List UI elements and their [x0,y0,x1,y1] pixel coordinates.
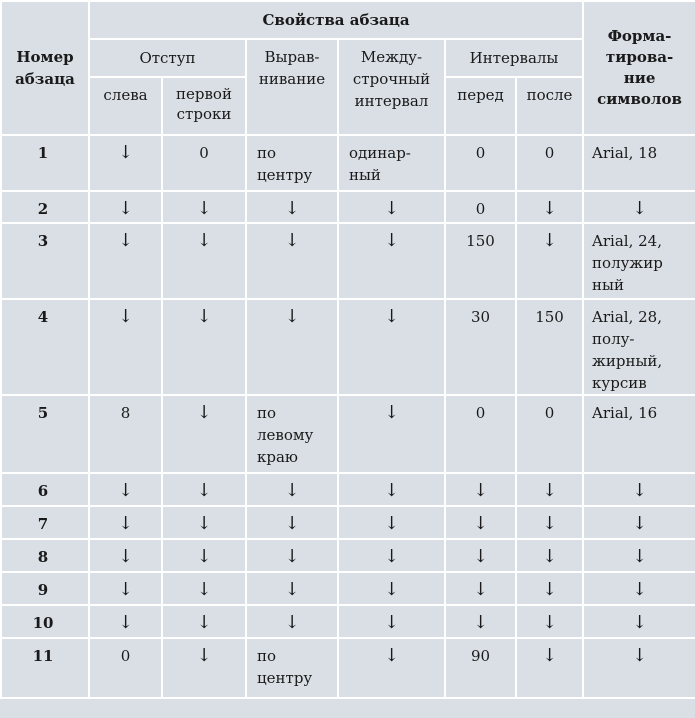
cell-first: ↓ [162,191,246,223]
cell-after: 0 [516,135,583,191]
cell-align: ↓ [246,191,338,223]
cell-align: ↓ [246,223,338,299]
cell-after: ↓ [516,473,583,506]
header-indent [89,39,246,77]
cell-first: ↓ [162,506,246,539]
header-first-line [162,77,246,135]
cell-left: ↓ [89,135,162,191]
table-row [1,506,695,539]
cell-format: Arial, 18 [583,135,695,191]
header-paragraph-properties-label: Свойства абзаца [262,11,410,29]
header-align-label: Вырав- нивание [258,48,326,88]
cell-before: 150 [445,223,516,299]
header-left-label: слева [103,86,148,104]
cell-align: по центру [246,135,338,191]
table-row [1,299,695,395]
cell-left: 0 [89,638,162,698]
cell-before: ↓ [445,473,516,506]
header-line-spacing [338,39,445,135]
cell-align: ↓ [246,299,338,395]
cell-align: ↓ [246,506,338,539]
cell-spacing: ↓ [338,191,445,223]
cell-left: ↓ [89,605,162,638]
cell-num: 2 [1,191,89,223]
cell-left: ↓ [89,191,162,223]
cell-format: Arial, 28, полу- жирный, курсив [583,299,695,395]
cell-align: по центру [246,638,338,698]
cell-format: ↓ [583,539,695,572]
cell-num: 11 [1,638,89,698]
cell-first: ↓ [162,473,246,506]
cell-num: 4 [1,299,89,395]
header-align [246,39,338,135]
cell-before: 30 [445,299,516,395]
cell-num: 3 [1,223,89,299]
cell-spacing: ↓ [338,539,445,572]
cell-spacing: ↓ [338,605,445,638]
cell-before: 0 [445,395,516,473]
cell-after: ↓ [516,572,583,605]
cell-after: ↓ [516,638,583,698]
header-indent-label: Отступ [139,49,196,67]
table-row [1,395,695,473]
cell-num: 7 [1,506,89,539]
cell-align: ↓ [246,539,338,572]
header-after [516,77,583,135]
cell-first: 0 [162,135,246,191]
cell-format: Arial, 16 [583,395,695,473]
cell-format: Arial, 24, полужир ный [583,223,695,299]
header-before [445,77,516,135]
cell-left: ↓ [89,473,162,506]
cell-num: 8 [1,539,89,572]
cell-before: 90 [445,638,516,698]
cell-num: 10 [1,605,89,638]
header-row-number [1,1,89,135]
cell-format: ↓ [583,572,695,605]
header-char-format [583,1,695,135]
cell-spacing: ↓ [338,473,445,506]
cell-spacing: ↓ [338,223,445,299]
cell-format: ↓ [583,191,695,223]
cell-before: ↓ [445,605,516,638]
header-intervals [445,39,583,77]
cell-left: ↓ [89,223,162,299]
table-row [1,638,695,698]
cell-num: 9 [1,572,89,605]
cell-after: 150 [516,299,583,395]
cell-after: ↓ [516,506,583,539]
cell-align: ↓ [246,605,338,638]
header-after-label: после [526,86,573,104]
cell-format: ↓ [583,605,695,638]
cell-spacing: ↓ [338,395,445,473]
header-left [89,77,162,135]
cell-align: ↓ [246,473,338,506]
table-row [1,539,695,572]
cell-left: ↓ [89,539,162,572]
table-row [1,135,695,191]
cell-align: ↓ [246,572,338,605]
cell-num: 1 [1,135,89,191]
cell-spacing: ↓ [338,572,445,605]
table-row [1,473,695,506]
cell-first: ↓ [162,395,246,473]
cell-spacing: ↓ [338,506,445,539]
cell-first: ↓ [162,223,246,299]
cell-format: ↓ [583,638,695,698]
cell-format: ↓ [583,506,695,539]
cell-spacing: одинар- ный [338,135,445,191]
cell-spacing: ↓ [338,299,445,395]
cell-first: ↓ [162,605,246,638]
cell-first: ↓ [162,572,246,605]
cell-after: ↓ [516,539,583,572]
header-intervals-label: Интервалы [469,49,559,67]
header-char-format-label: Форма- тирова- ние символов [597,27,682,108]
cell-left: 8 [89,395,162,473]
header-before-label: перед [457,86,504,104]
table-row [1,223,695,299]
cell-first: ↓ [162,539,246,572]
cell-first: ↓ [162,299,246,395]
cell-after: ↓ [516,605,583,638]
cell-before: 0 [445,191,516,223]
cell-spacing: ↓ [338,638,445,698]
cell-after: 0 [516,395,583,473]
cell-left: ↓ [89,506,162,539]
header-paragraph-properties [89,1,583,39]
cell-first: ↓ [162,638,246,698]
cell-align: по левому краю [246,395,338,473]
header-line-spacing-label: Между- строчный интервал [352,48,431,110]
cell-before: ↓ [445,572,516,605]
cell-before: ↓ [445,506,516,539]
table-body [1,135,695,698]
cell-left: ↓ [89,299,162,395]
cell-num: 6 [1,473,89,506]
cell-num: 5 [1,395,89,473]
table-row [1,191,695,223]
cell-before: 0 [445,135,516,191]
cell-left: ↓ [89,572,162,605]
header-first-line-label: первой строки [176,85,232,123]
cell-after: ↓ [516,223,583,299]
table-row [1,605,695,638]
cell-after: ↓ [516,191,583,223]
cell-before: ↓ [445,539,516,572]
cell-format: ↓ [583,473,695,506]
table-row [1,572,695,605]
header-row-number-label: Номер абзаца [15,48,75,88]
